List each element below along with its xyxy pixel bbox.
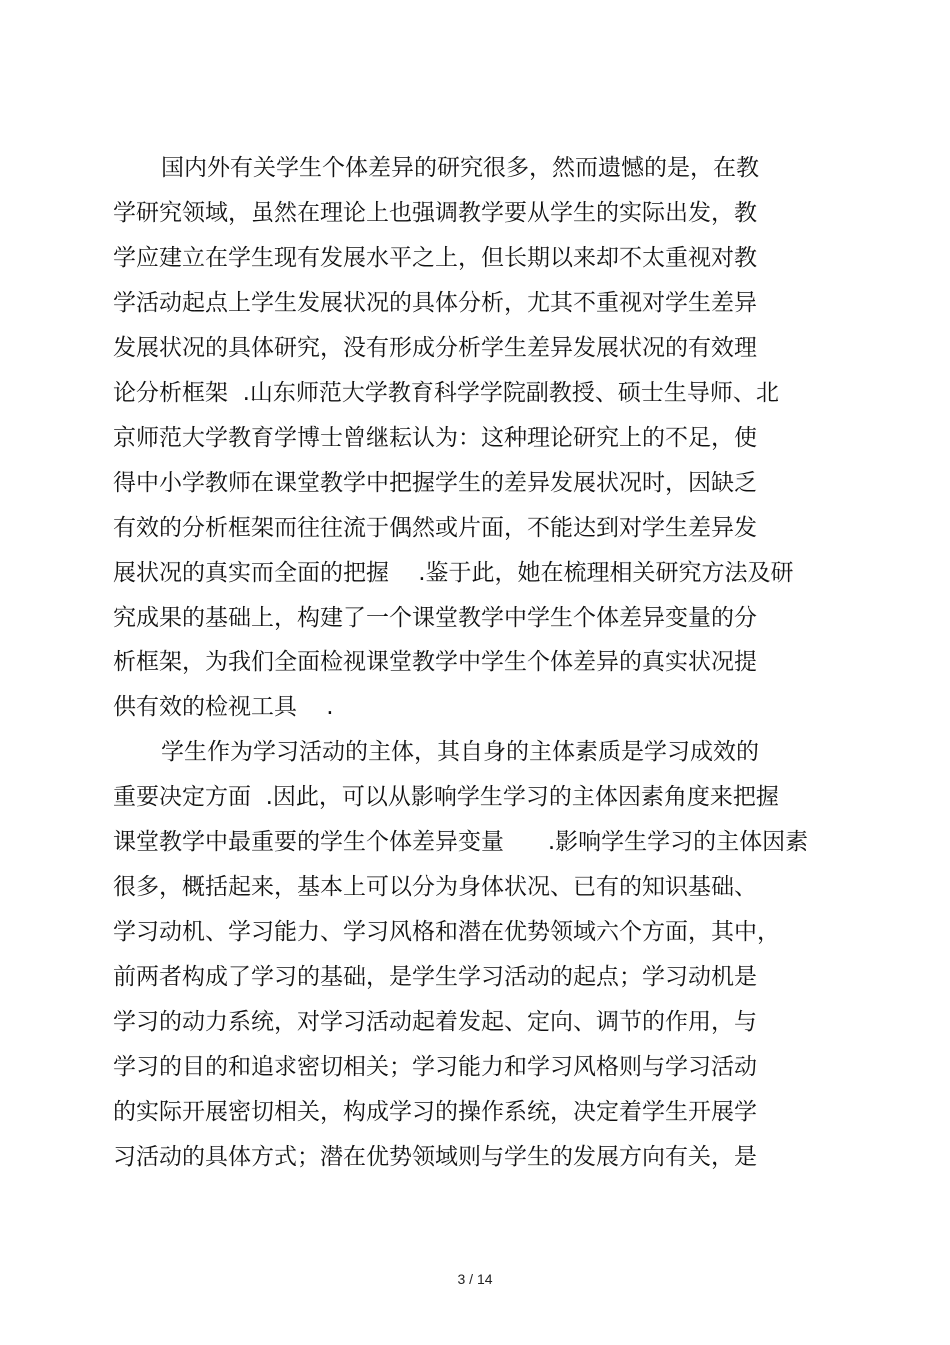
paragraph-line: 有效的分析框架而往往流于偶然或片面，不能达到对学生差异发 — [113, 514, 757, 541]
paragraph-first-line: 国内外有关学生个体差异的研究很多，然而遗憾的是，在教 — [161, 155, 759, 181]
paragraph-line: 论分析框架 .山东师范大学教育科学学院副教授、硕士生导师、北 — [113, 379, 779, 406]
paragraph-line: 学习的动力系统，对学习活动起着发起、定向、调节的作用，与 — [113, 1009, 757, 1036]
paragraph-line: 学研究领域，虽然在理论上也强调教学要从学生的实际出发，教 — [113, 199, 757, 226]
paragraph-first-line: 学生作为学习活动的主体，其自身的主体素质是学习成效的 — [161, 739, 759, 766]
paragraph-line: 析框架，为我们全面检视课堂教学中学生个体差异的真实状况提 — [113, 649, 757, 676]
paragraph-line: 供有效的检视工具 . — [113, 694, 334, 721]
paragraph-line: 得中小学教师在课堂教学中把握学生的差异发展状况时，因缺乏 — [113, 469, 757, 496]
paragraph-line: 的实际开展密切相关，构成学习的操作系统，决定着学生开展学 — [113, 1098, 757, 1125]
paragraph-line: 究成果的基础上，构建了一个课堂教学中学生个体差异变量的分 — [113, 604, 757, 631]
paragraph-line: 学习动机、学习能力、学习风格和潜在优势领域六个方面，其中， — [113, 919, 780, 946]
paragraph-line: 京师范大学教育学博士曾继耘认为：这种理论研究上的不足，使 — [113, 424, 757, 451]
paragraph-line: 学应建立在学生现有发展水平之上，但长期以来却不太重视对教 — [113, 244, 757, 271]
paragraph-line: 展状况的真实而全面的把握 .鉴于此，她在梳理相关研究方法及研 — [113, 559, 794, 586]
paragraph-line: 发展状况的具体研究，没有形成分析学生差异发展状况的有效理 — [113, 334, 757, 361]
paragraph-line: 课堂教学中最重要的学生个体差异变量 .影响学生学习的主体因素 — [113, 829, 809, 856]
page-number: 3 / 14 — [457, 1271, 493, 1287]
paragraph-line: 学活动起点上学生发展状况的具体分析，尤其不重视对学生差异 — [113, 289, 757, 316]
paragraph-line: 前两者构成了学习的基础，是学生学习活动的起点；学习动机是 — [113, 964, 757, 991]
paragraph-line: 很多，概括起来，基本上可以分为身体状况、已有的知识基础、 — [113, 874, 757, 901]
paragraph-line: 学习的目的和追求密切相关；学习能力和学习风格则与学习活动 — [113, 1054, 757, 1080]
paragraph-line: 重要决定方面 .因此，可以从影响学生学习的主体因素角度来把握 — [113, 784, 779, 811]
paragraph-line: 习活动的具体方式；潜在优势领域则与学生的发展方向有关，是 — [113, 1143, 757, 1170]
